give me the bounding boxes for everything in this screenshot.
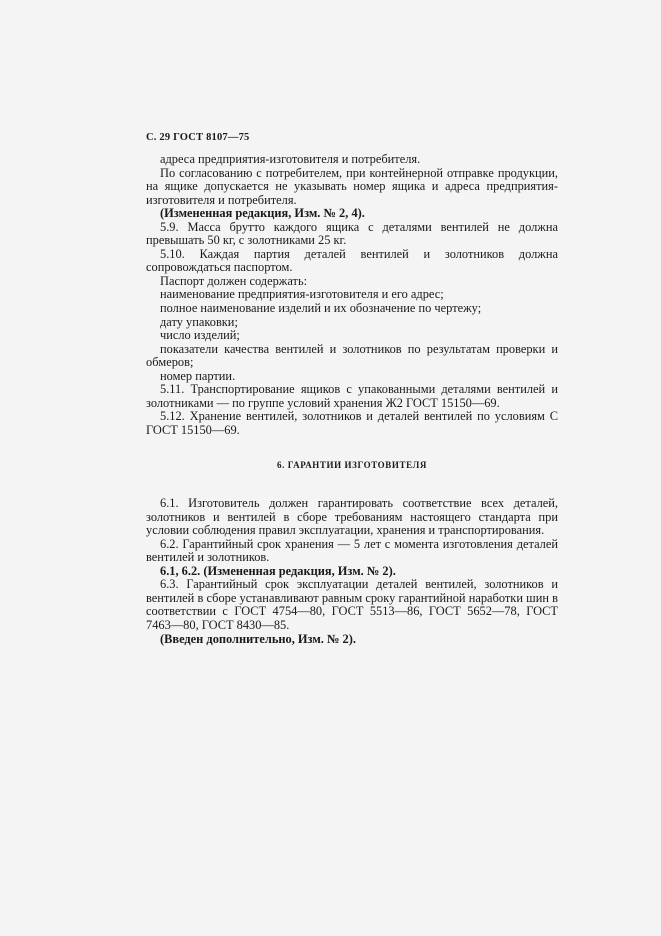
clause-6-3: 6.3. Гарантийный срок эксплуатации деталей вентилей, золотников и вентилей в сборе устанавливают равным сроку гарантийной наработки шин в соответствии с ГОСТ 4754—80, ГОСТ 5513—86, ГОСТ 5652—78, ГОСТ 7463—80, ГОСТ 8430—85. xyxy=(146,577,558,632)
revision-note: (Введен дополнительно, Изм. № 2). xyxy=(160,631,356,646)
clause-6-1: 6.1. Изготовитель должен гарантировать соответствие всех деталей, золотников и вентилей в сборе требованиям настоящего стандарта при условии соблюдения правил эксплуатации, хранения и транспортирования. xyxy=(146,496,558,538)
clause-5-10: 5.10. Каждая партия деталей вентилей и золотников должна сопровождаться паспортом. xyxy=(146,246,558,275)
revision-note: (Измененная редакция, Изм. № 2, 4). xyxy=(160,206,365,221)
revision-note: 6.1, 6.2. (Измененная редакция, Изм. № 2). xyxy=(160,563,396,578)
list-item: номер партии. xyxy=(160,368,236,383)
clause-5-11: 5.11. Транспортирование ящиков с упакованными деталями вентилей и золотниками — по группе условий хранения Ж2 ГОСТ 15150—69. xyxy=(146,382,558,410)
clause-6-2: 6.2. Гарантийный срок хранения — 5 лет с момента изготовления деталей вентилей и золотников. xyxy=(146,536,558,565)
document-body xyxy=(146,153,558,646)
page-header: С. 29 ГОСТ 8107—75 xyxy=(146,132,250,143)
clause-5-9: 5.9. Масса брутто каждого ящика с деталями вентилей не должна превышать 50 кг, с золотниками 25 кг. xyxy=(146,219,558,248)
paragraph: По согласованию с потребителем, при контейнерной отправке продукции, на ящике допускается не указывать номер ящика и адреса предприятия-изготовителя и потребителя. xyxy=(146,165,558,207)
paragraph: Паспорт должен содержать: xyxy=(160,273,308,288)
list-item: число изделий; xyxy=(160,328,240,343)
list-item: дату упаковки; xyxy=(160,314,238,329)
section-heading: 6. ГАРАНТИИ ИЗГОТОВИТЕЛЯ xyxy=(277,460,427,471)
list-item: полное наименование изделий и их обозначение по чертежу; xyxy=(160,301,482,316)
list-item: наименование предприятия-изготовителя и его адрес; xyxy=(160,287,444,302)
list-item: показатели качества вентилей и золотников по результатам проверки и обмеров; xyxy=(146,341,558,370)
clause-5-12: 5.12. Хранение вентилей, золотников и деталей вентилей по условиям С ГОСТ 15150—69. xyxy=(146,409,558,437)
paragraph: адреса предприятия-изготовителя и потребителя. xyxy=(160,152,421,166)
